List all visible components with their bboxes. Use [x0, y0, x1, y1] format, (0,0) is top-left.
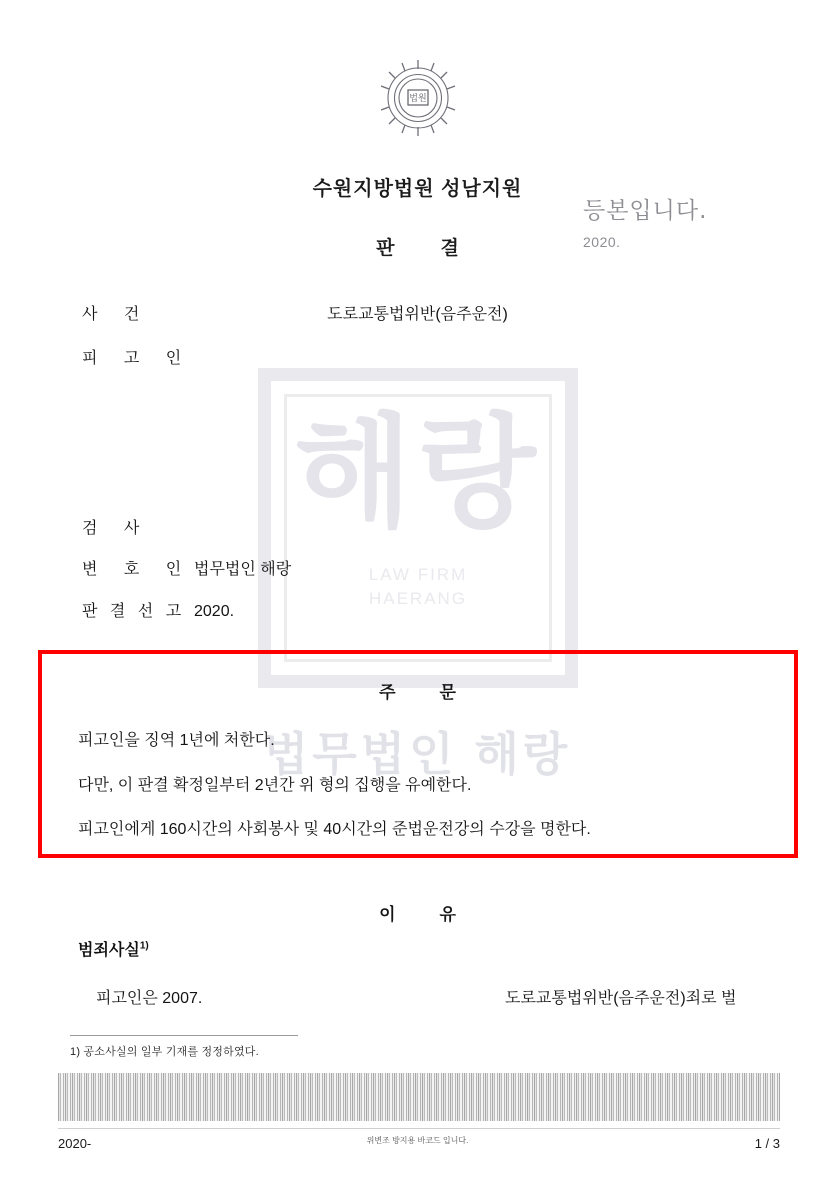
- order-heading-right: 문: [439, 683, 456, 702]
- order-heading-left: 주: [379, 683, 396, 702]
- reason-section-heading: [0, 900, 835, 925]
- prosecutor-label: 검 사: [82, 520, 151, 537]
- case-label: 사 건: [82, 306, 151, 323]
- reason-paragraph-left: 피고인은 2007.: [96, 990, 203, 1007]
- footnote-marker: 1): [139, 940, 149, 952]
- certified-copy-date: 2020.: [583, 234, 621, 250]
- watermark-line2: HAERANG: [368, 589, 468, 608]
- reason-heading-right: 유: [439, 905, 456, 924]
- reason-heading-left: 이: [379, 905, 396, 924]
- sentencing-date-value: 2020.: [194, 603, 235, 620]
- reason-paragraph-right: 도로교통법위반(음주운전)죄로 벌: [505, 990, 737, 1007]
- field-defendant: [82, 345, 194, 368]
- barcode-note: 위변조 방지용 바코드 입니다.: [366, 1136, 469, 1145]
- field-sentencing-date: [82, 598, 234, 621]
- footer-page-number: 1 / 3: [754, 1136, 780, 1151]
- field-attorney: [82, 556, 291, 579]
- footer-case-number: 2020-: [58, 1136, 92, 1151]
- sentencing-date-label: 판 결 선 고: [82, 603, 186, 620]
- attorney-value: 법무법인 해랑: [194, 561, 292, 578]
- watermark-line1: LAW FIRM: [368, 565, 468, 584]
- svg-text:법원: 법원: [408, 94, 427, 104]
- footer-divider: [58, 1128, 780, 1129]
- watermark-main-text: 해랑: [294, 405, 542, 541]
- attorney-label: 변 호 인: [82, 561, 193, 578]
- defendant-label: 피 고 인: [82, 350, 193, 367]
- court-name: 수원지방법원 성남지원: [312, 178, 523, 200]
- security-barcode: [58, 1073, 780, 1121]
- document-title: [0, 233, 835, 260]
- order-line-1: 피고인을 징역 1년에 처한다.: [78, 732, 275, 749]
- court-emblem-icon: [372, 52, 464, 144]
- order-line-3: 피고인에게 160시간의 사회봉사 및 40시간의 준법운전강의 수강을 명한다.: [78, 821, 591, 838]
- field-prosecutor: [82, 515, 194, 538]
- footnote-divider: [70, 1035, 298, 1036]
- watermark-logo: [258, 368, 578, 688]
- certified-copy-stamp: 등본입니다.: [583, 198, 708, 224]
- document-title-left: 판: [376, 238, 395, 259]
- criminal-facts-subheading: [78, 937, 149, 960]
- order-line-2: 다만, 이 판결 확정일부터 2년간 위 형의 집행을 유예한다.: [78, 777, 472, 794]
- criminal-facts-label: 범죄사실: [78, 942, 140, 959]
- watermark-bottom-text: 법무법인 해랑: [263, 728, 572, 780]
- footnote-text: 1) 공소사실의 일부 기재를 정정하였다.: [70, 1046, 259, 1058]
- document-title-right: 결: [440, 238, 459, 259]
- case-value: 도로교통법위반(음주운전): [327, 306, 508, 323]
- order-section-heading: [0, 678, 835, 703]
